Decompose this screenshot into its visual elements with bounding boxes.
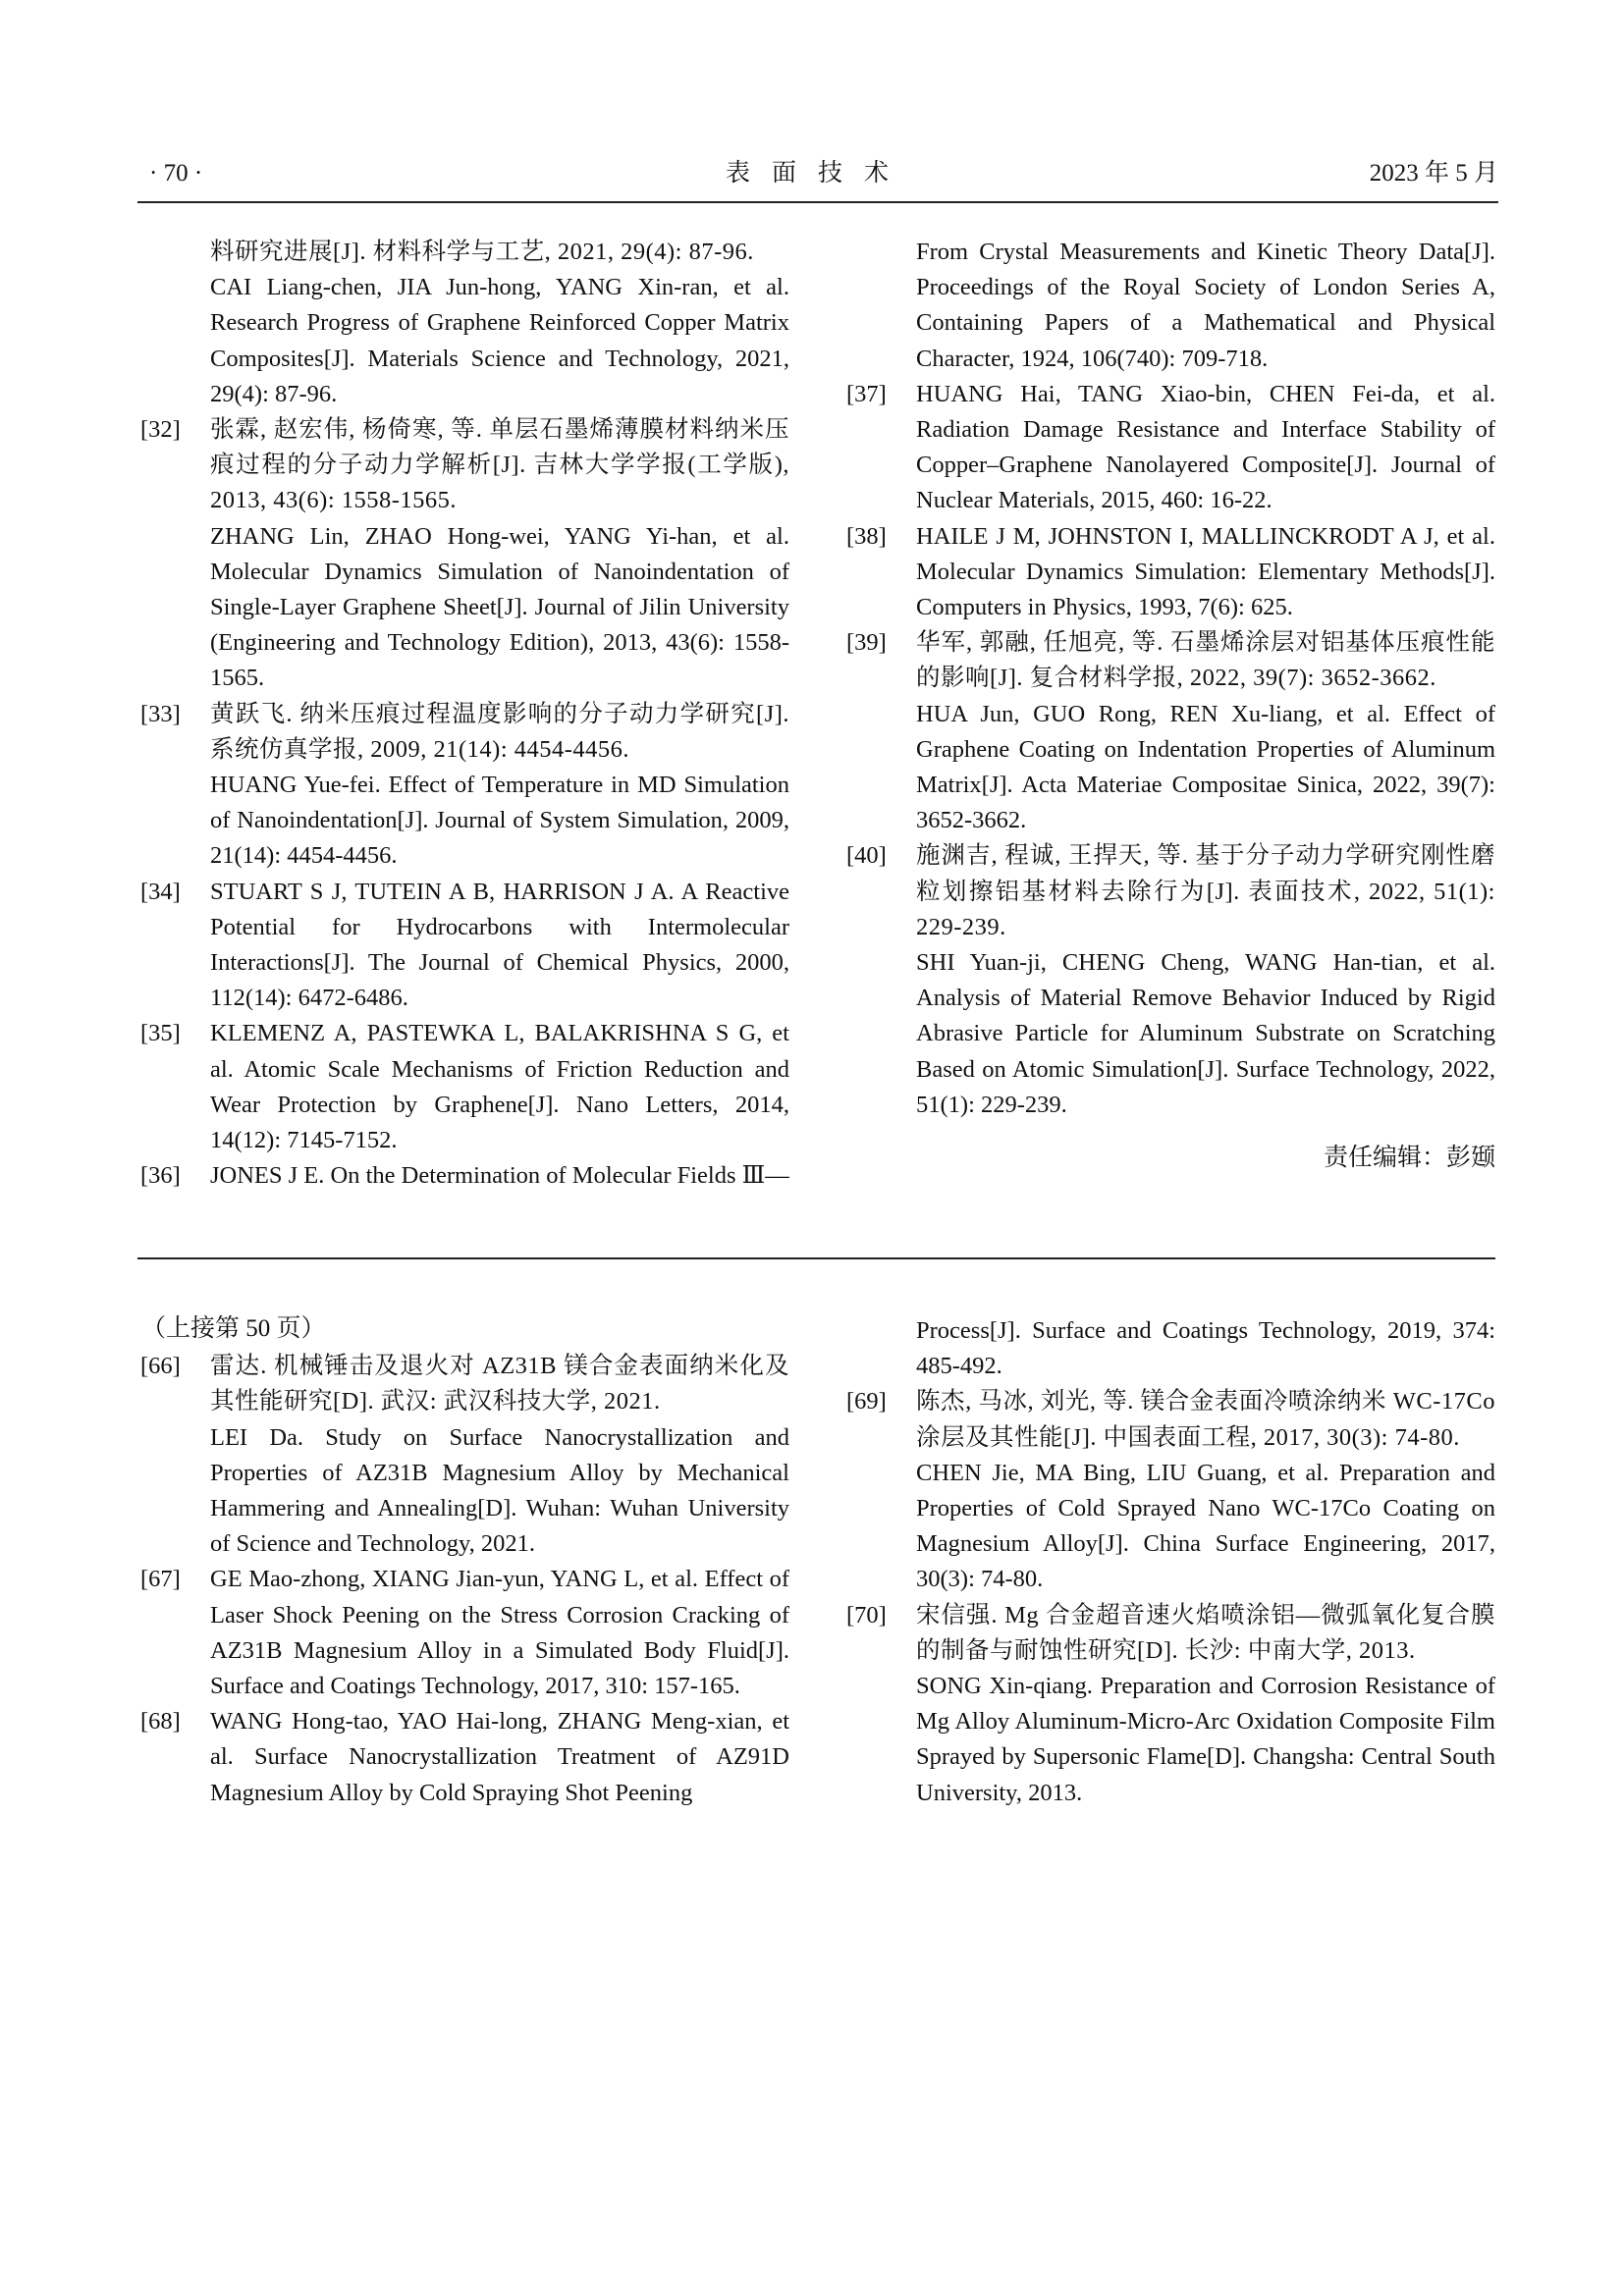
reference-entry [846, 838, 1495, 1123]
page-header [137, 157, 1498, 200]
reference-text: LEI Da. Study on Surface Nanocrystallization and Properties of AZ31B Magnesium Alloy by Mechanical Hammering and Annealing[D]. Wuhan: Wuhan University of Science and Technology, 2021. [210, 1423, 789, 1558]
reference-text: 雷达. 机械锤击及退火对 AZ31B 镁合金表面纳米化及其性能研究[D]. 武汉: 武汉科技大学, 2021. [210, 1353, 789, 1415]
reference-text: SONG Xin-qiang. Preparation and Corrosion Resistance of Mg Alloy Aluminum-Micro-Arc Oxidation Composite Film Sprayed by Supersonic Flame[D]. Changsha: Central South University, 2013. [916, 1673, 1495, 1806]
reference-entry [140, 1562, 789, 1704]
reference-entry [140, 1158, 789, 1194]
reference-entry [210, 235, 789, 412]
reference-text: JONES J E. On the Determination of Molecular Fields Ⅲ— [210, 1162, 789, 1190]
reference-text: ZHANG Lin, ZHAO Hong-wei, YANG Yi-han, et al. Molecular Dynamics Simulation of Nanoindentation of Single-Layer Graphene Sheet[J]. Journal of Jilin University (Engineering and Technology Edition), 2013, 43(6): 1558-1565. [210, 522, 789, 692]
journal-title: 表面技术 [725, 160, 910, 187]
reference-number: [39] [846, 629, 887, 657]
reference-text: HUA Jun, GUO Rong, REN Xu-liang, et al. Effect of Graphene Coating on Indentation Properties of Aluminum Matrix[J]. Acta Materiae Compositae Sinica, 2022, 39(7): 3652-3662. [916, 700, 1495, 834]
reference-entry [140, 412, 789, 697]
references-top-right-column [846, 235, 1495, 1176]
reference-text: SHI Yuan-ji, CHENG Cheng, WANG Han-tian, et al. Analysis of Material Remove Behavior Induced by Rigid Abrasive Particle for Aluminum Substrate on Scratching Based on Atomic Simulation[J]. Surface Technology, 2022, 51(1): 229-239. [916, 949, 1495, 1118]
reference-entry [916, 235, 1495, 377]
reference-text: HUANG Hai, TANG Xiao-bin, CHEN Fei-da, et al. Radiation Damage Resistance and Interface Stability of Copper–Graphene Nanolayered Composite[J]. Journal of Nuclear Materials, 2015, 460: 16-22. [916, 380, 1495, 514]
reference-text: 张霖, 赵宏伟, 杨倚寒, 等. 单层石墨烯薄膜材料纳米压痕过程的分子动力学解析[J]. 吉林大学学报(工学版), 2013, 43(6): 1558-1565. [210, 416, 789, 514]
reference-entry [846, 625, 1495, 838]
reference-text: STUART S J, TUTEIN A B, HARRISON J A. A Reactive Potential for Hydrocarbons with Intermolecular Interactions[J]. The Journal of Chemical Physics, 2000, 112(14): 6472-6486. [210, 878, 789, 1012]
reference-number: [40] [846, 842, 887, 870]
reference-text: KLEMENZ A, PASTEWKA L, BALAKRISHNA S G, et al. Atomic Scale Mechanisms of Friction Reduction and Wear Protection by Graphene[J]. Nano Letters, 2014, 14(12): 7145-7152. [210, 1020, 789, 1154]
reference-entry [846, 377, 1495, 519]
reference-number: [70] [846, 1601, 887, 1629]
reference-text: 宋信强. Mg 合金超音速火焰喷涂铝—微弧氧化复合膜的制备与耐蚀性研究[D]. 长沙: 中南大学, 2013. [916, 1601, 1495, 1664]
reference-text: Process[J]. Surface and Coatings Technology, 2019, 374: 485-492. [916, 1317, 1495, 1380]
references-bottom-left-column [140, 1313, 789, 1811]
reference-number: [34] [140, 878, 181, 905]
reference-entry [140, 1704, 789, 1811]
reference-text: GE Mao-zhong, XIANG Jian-yun, YANG L, et al. Effect of Laser Shock Peening on the Stress Corrosion Cracking of AZ31B Magnesium Alloy in a Simulated Body Fluid[J]. Surface and Coatings Technology, 2017, 310: 157-165. [210, 1566, 789, 1700]
reference-entry [846, 519, 1495, 626]
reference-number: [69] [846, 1388, 887, 1415]
reference-entry [916, 1313, 1495, 1384]
reference-entry [140, 1016, 789, 1158]
reference-entry [140, 875, 789, 1017]
reference-number: [68] [140, 1708, 181, 1735]
reference-number: [66] [140, 1353, 181, 1380]
continued-from-note: （上接第 50 页） [141, 1315, 326, 1342]
reference-entry [846, 1384, 1495, 1597]
reference-text: WANG Hong-tao, YAO Hai-long, ZHANG Meng-xian, et al. Surface Nanocrystallization Treatment of AZ91D Magnesium Alloy by Cold Spraying Shot Peening [210, 1708, 789, 1806]
reference-text: CHEN Jie, MA Bing, LIU Guang, et al. Preparation and Properties of Cold Sprayed Nano WC-17Co Coating on Magnesium Alloy[J]. China Surface Engineering, 2017, 30(3): 74-80. [916, 1459, 1495, 1593]
references-bottom-right-column [846, 1313, 1495, 1811]
section-divider [137, 1257, 1495, 1259]
reference-entry [140, 1349, 789, 1562]
reference-text: 黄跃飞. 纳米压痕过程温度影响的分子动力学研究[J]. 系统仿真学报, 2009, 21(14): 4454-4456. [210, 700, 789, 763]
reference-text: CAI Liang-chen, JIA Jun-hong, YANG Xin-ran, et al. Research Progress of Graphene Reinforced Copper Matrix Composites[J]. Materials Science and Technology, 2021, 29(4): 87-96. [210, 274, 789, 407]
references-top-left-column [140, 235, 789, 1194]
responsible-editor: 责任编辑：彭颋 [1323, 1145, 1495, 1172]
reference-text: 料研究进展[J]. 材料科学与工艺, 2021, 29(4): 87-96. [210, 239, 754, 265]
reference-number: [38] [846, 522, 887, 550]
reference-number: [67] [140, 1566, 181, 1593]
issue-date: 2023 年 5 月 [1369, 160, 1498, 187]
header-rule [137, 201, 1498, 203]
reference-number: [36] [140, 1162, 181, 1190]
reference-entry [140, 697, 789, 875]
reference-text: 华军, 郭融, 任旭亮, 等. 石墨烯涂层对铝基体压痕性能的影响[J]. 复合材料学报, 2022, 39(7): 3652-3662. [916, 629, 1495, 692]
reference-number: [32] [140, 416, 181, 444]
page-number: · 70 · [149, 160, 203, 187]
reference-number: [35] [140, 1020, 181, 1047]
reference-text: HUANG Yue-fei. Effect of Temperature in MD Simulation of Nanoindentation[J]. Journal of System Simulation, 2009, 21(14): 4454-4456. [210, 772, 789, 870]
reference-text: 陈杰, 马冰, 刘光, 等. 镁合金表面冷喷涂纳米 WC-17Co 涂层及其性能[J]. 中国表面工程, 2017, 30(3): 74-80. [916, 1388, 1495, 1451]
reference-text: HAILE J M, JOHNSTON I, MALLINCKRODT A J, et al. Molecular Dynamics Simulation: Elementary Methods[J]. Computers in Physics, 1993, 7(6): 625. [916, 522, 1495, 621]
reference-entry [846, 1598, 1495, 1811]
reference-number: [33] [140, 700, 181, 727]
reference-text: 施渊吉, 程诚, 王捍天, 等. 基于分子动力学研究刚性磨粒划擦铝基材料去除行为[J]. 表面技术, 2022, 51(1): 229-239. [916, 842, 1495, 940]
reference-number: [37] [846, 380, 887, 407]
reference-text: From Crystal Measurements and Kinetic Theory Data[J]. Proceedings of the Royal Society of London Series A, Containing Papers of a Mathematical and Physical Character, 1924, 106(740): 709-718. [916, 239, 1495, 372]
